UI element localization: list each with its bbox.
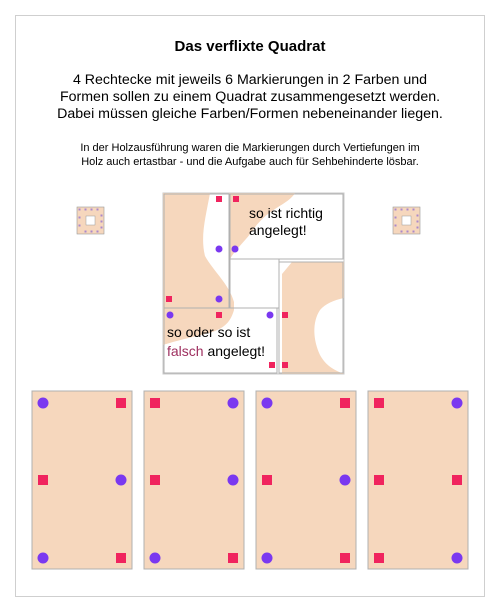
puzzle-piece-3[interactable] <box>256 391 356 569</box>
thumbnail-icon-right <box>393 207 420 234</box>
purple-circle-marker <box>167 312 174 319</box>
purple-circle-marker <box>452 398 463 409</box>
thumbnail-icon-left <box>77 207 104 234</box>
wrong-rest: angelegt! <box>203 343 266 359</box>
page-title: Das verflixte Quadrat <box>174 38 326 55</box>
magenta-square-marker <box>374 398 384 408</box>
purple-circle-marker <box>150 553 161 564</box>
wrong-label-line: so oder so ist <box>167 324 251 340</box>
intro-line: Formen sollen zu einem Quadrat zusammengesetzt werden. <box>59 89 441 105</box>
intro-line: 4 Rechtecke mit jeweils 6 Markierungen in 2 Farben und <box>72 72 428 88</box>
magenta-square-marker <box>150 398 160 408</box>
purple-circle-marker <box>340 475 351 486</box>
note-line: In der Holzausführung waren die Markierungen durch Vertiefungen im <box>80 142 420 154</box>
magenta-square-marker <box>262 475 272 485</box>
magenta-square-marker <box>216 196 222 202</box>
purple-circle-marker <box>228 475 239 486</box>
magenta-square-marker <box>228 553 238 563</box>
magenta-square-marker <box>374 553 384 563</box>
magenta-square-marker <box>452 475 462 485</box>
purple-circle-marker <box>262 553 273 564</box>
magenta-square-marker <box>374 475 384 485</box>
puzzle-piece-2[interactable] <box>144 391 244 569</box>
magenta-square-marker <box>116 553 126 563</box>
magenta-square-marker <box>216 312 222 318</box>
purple-circle-marker <box>216 246 223 253</box>
purple-circle-marker <box>228 398 239 409</box>
magenta-square-marker <box>233 196 239 202</box>
magenta-square-marker <box>269 362 275 368</box>
purple-circle-marker <box>452 553 463 564</box>
note-line: Holz auch ertastbar - und die Aufgabe auch für Sehbehinderte lösbar. <box>81 156 419 168</box>
purple-circle-marker <box>38 398 49 409</box>
wrong-label-line2 <box>167 343 265 359</box>
magenta-square-marker <box>340 398 350 408</box>
puzzle-piece-4[interactable] <box>368 391 468 569</box>
wrong-word: falsch <box>167 343 204 359</box>
magenta-square-marker <box>282 362 288 368</box>
correct-label-line: angelegt! <box>249 222 307 238</box>
magenta-square-marker <box>166 296 172 302</box>
magenta-square-marker <box>150 475 160 485</box>
correct-label-line: so ist richtig <box>249 205 323 221</box>
magenta-square-marker <box>116 398 126 408</box>
purple-circle-marker <box>116 475 127 486</box>
purple-circle-marker <box>216 296 223 303</box>
solution-square <box>163 193 344 374</box>
magenta-square-marker <box>340 553 350 563</box>
purple-circle-marker <box>232 246 239 253</box>
purple-circle-marker <box>267 312 274 319</box>
magenta-square-marker <box>38 475 48 485</box>
intro-line: Dabei müssen gleiche Farben/Formen nebeneinander liegen. <box>57 106 443 122</box>
purple-circle-marker <box>38 553 49 564</box>
puzzle-piece-1[interactable] <box>32 391 132 569</box>
purple-circle-marker <box>262 398 273 409</box>
magenta-square-marker <box>282 312 288 318</box>
puzzle-pieces <box>32 391 468 569</box>
